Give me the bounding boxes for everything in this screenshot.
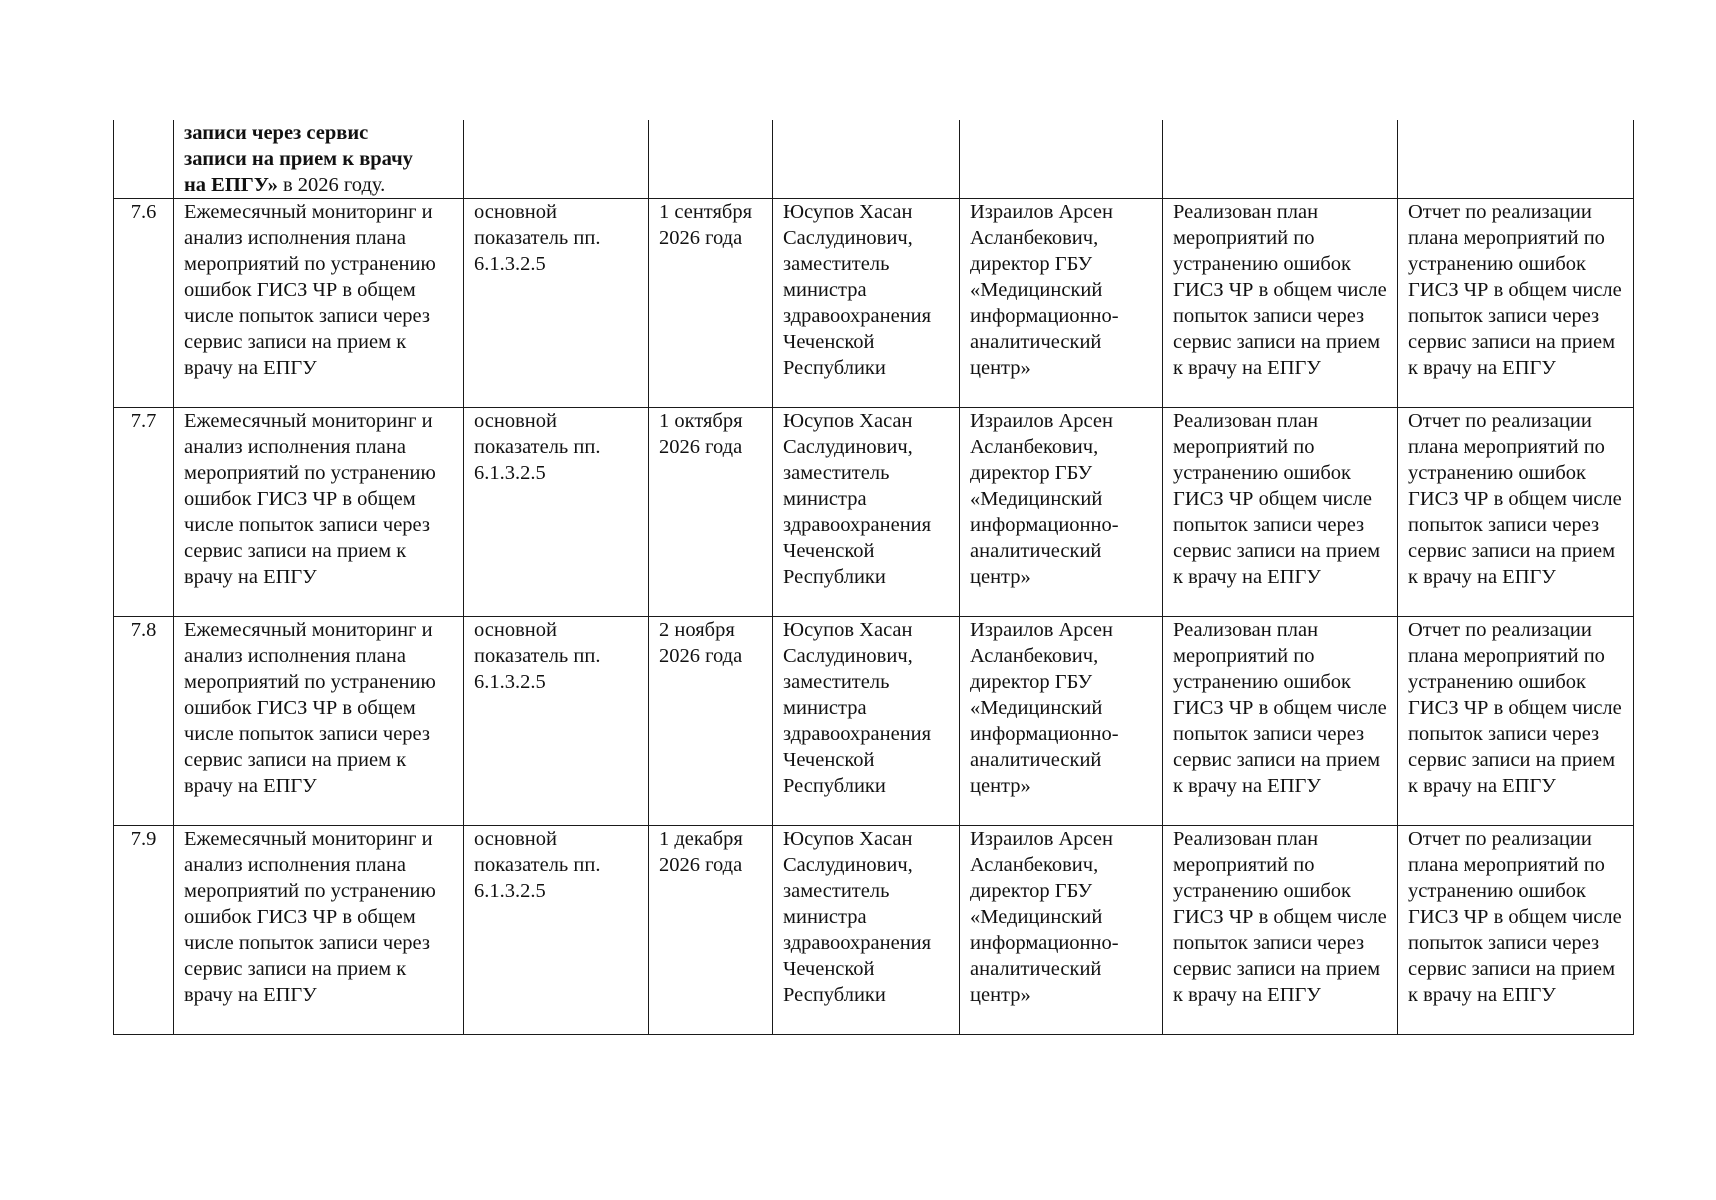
bold-line: записи через сервис bbox=[184, 122, 369, 144]
cell-number bbox=[114, 120, 174, 199]
activity-text: Ежемесячный мониторинг и анализ исполнения плана мероприятий по устранению ошибок ГИСЗ ЧР в общем числе попыток записи через сервис записи на прием к врачу на ЕПГУ bbox=[174, 826, 464, 1035]
document-text: Отчет по реализации плана мероприятий по устранению ошибок ГИСЗ ЧР в общем числе попыток записи через сервис записи на прием к врачу на ЕПГУ bbox=[1398, 617, 1634, 826]
deadline-text: 1 сентября 2026 года bbox=[649, 199, 773, 408]
result-text: Реализован план мероприятий по устранению ошибок ГИСЗ ЧР в общем числе попыток записи через сервис записи на прием к врачу на ЕПГУ bbox=[1163, 199, 1398, 408]
action-plan-table bbox=[113, 120, 1634, 1035]
cell-document bbox=[1398, 120, 1634, 199]
executor-text: Израилов Арсен Асланбекович, директор ГБУ «Медицинский информационно-аналитический центр» bbox=[960, 617, 1163, 826]
row-number: 7.9 bbox=[114, 826, 174, 1035]
table-row bbox=[114, 826, 1634, 1035]
responsible-text: Юсупов Хасан Саслудинович, заместитель министра здравоохранения Чеченской Республики bbox=[773, 199, 960, 408]
cell-executor bbox=[960, 120, 1163, 199]
activity-text: Ежемесячный мониторинг и анализ исполнения плана мероприятий по устранению ошибок ГИСЗ ЧР в общем числе попыток записи через сервис записи на прием к врачу на ЕПГУ bbox=[174, 408, 464, 617]
result-text: Реализован план мероприятий по устранению ошибок ГИСЗ ЧР в общем числе попыток записи через сервис записи на прием к врачу на ЕПГУ bbox=[1163, 617, 1398, 826]
deadline-text: 1 декабря 2026 года bbox=[649, 826, 773, 1035]
executor-text: Израилов Арсен Асланбекович, директор ГБУ «Медицинский информационно-аналитический центр» bbox=[960, 408, 1163, 617]
indicator-text: основной показатель пп. 6.1.3.2.5 bbox=[464, 617, 649, 826]
table-row bbox=[114, 199, 1634, 408]
responsible-text: Юсупов Хасан Саслудинович, заместитель министра здравоохранения Чеченской Республики bbox=[773, 408, 960, 617]
indicator-text: основной показатель пп. 6.1.3.2.5 bbox=[464, 826, 649, 1035]
row-number: 7.8 bbox=[114, 617, 174, 826]
deadline-text: 2 ноября 2026 года bbox=[649, 617, 773, 826]
table-row bbox=[114, 617, 1634, 826]
activity-text: Ежемесячный мониторинг и анализ исполнения плана мероприятий по устранению ошибок ГИСЗ ЧР в общем числе попыток записи через сервис записи на прием к врачу на ЕПГУ bbox=[174, 617, 464, 826]
deadline-text: 1 октября 2026 года bbox=[649, 408, 773, 617]
cell-responsible bbox=[773, 120, 960, 199]
row-number: 7.7 bbox=[114, 408, 174, 617]
cell-activity bbox=[174, 120, 464, 199]
bold-line: записи на прием к врачу bbox=[184, 148, 413, 170]
document-text: Отчет по реализации плана мероприятий по устранению ошибок ГИСЗ ЧР в общем числе попыток записи через сервис записи на прием к врачу на ЕПГУ bbox=[1398, 826, 1634, 1035]
executor-text: Израилов Арсен Асланбекович, директор ГБУ «Медицинский информационно-аналитический центр» bbox=[960, 199, 1163, 408]
document-text: Отчет по реализации плана мероприятий по устранению ошибок ГИСЗ ЧР в общем числе попыток записи через сервис записи на прием к врачу на ЕПГУ bbox=[1398, 408, 1634, 617]
cell-indicator bbox=[464, 120, 649, 199]
indicator-text: основной показатель пп. 6.1.3.2.5 bbox=[464, 408, 649, 617]
row-number: 7.6 bbox=[114, 199, 174, 408]
table-row bbox=[114, 408, 1634, 617]
activity-tail-text: в 2026 году. bbox=[277, 174, 386, 196]
responsible-text: Юсупов Хасан Саслудинович, заместитель министра здравоохранения Чеченской Республики bbox=[773, 826, 960, 1035]
result-text: Реализован план мероприятий по устранению ошибок ГИСЗ ЧР в общем числе попыток записи через сервис записи на прием к врачу на ЕПГУ bbox=[1163, 826, 1398, 1035]
executor-text: Израилов Арсен Асланбекович, директор ГБУ «Медицинский информационно-аналитический центр» bbox=[960, 826, 1163, 1035]
bold-line: на ЕПГУ» bbox=[184, 174, 278, 196]
responsible-text: Юсупов Хасан Саслудинович, заместитель министра здравоохранения Чеченской Республики bbox=[773, 617, 960, 826]
indicator-text: основной показатель пп. 6.1.3.2.5 bbox=[464, 199, 649, 408]
cell-result bbox=[1163, 120, 1398, 199]
cell-deadline bbox=[649, 120, 773, 199]
result-text: Реализован план мероприятий по устранению ошибок ГИСЗ ЧР общем числе попыток записи через сервис записи на прием к врачу на ЕПГУ bbox=[1163, 408, 1398, 617]
table-row-continuation bbox=[114, 120, 1634, 199]
document-text: Отчет по реализации плана мероприятий по устранению ошибок ГИСЗ ЧР в общем числе попыток записи через сервис записи на прием к врачу на ЕПГУ bbox=[1398, 199, 1634, 408]
activity-text: Ежемесячный мониторинг и анализ исполнения плана мероприятий по устранению ошибок ГИСЗ ЧР в общем числе попыток записи через сервис записи на прием к врачу на ЕПГУ bbox=[174, 199, 464, 408]
